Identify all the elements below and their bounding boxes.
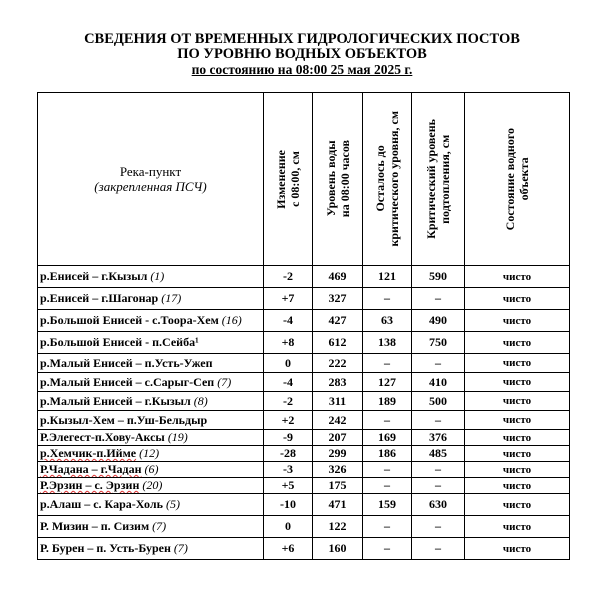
cell-state: чисто <box>465 516 570 538</box>
cell-critical: – <box>412 411 465 430</box>
cell-level: 326 <box>313 462 363 478</box>
report-date: по состоянию на 08:00 25 мая 2025 г. <box>191 62 413 77</box>
table-row <box>38 392 570 411</box>
cell-remaining: 186 <box>363 446 412 462</box>
river-point-name: р.Хемчик-п.Ийме <box>40 446 137 460</box>
post-number: (7) <box>217 374 232 389</box>
river-point-name: р.Малый Енисей – п.Усть-Ужеп <box>40 355 213 370</box>
table-row <box>38 430 570 446</box>
cell-change: -9 <box>264 430 313 446</box>
cell-change: +5 <box>264 478 313 494</box>
cell-remaining: – <box>363 516 412 538</box>
table-row <box>38 516 570 538</box>
cell-state: чисто <box>465 288 570 310</box>
cell-remaining: 169 <box>363 430 412 446</box>
river-point-name: Р.Элегест-п.Хову-Аксы <box>40 430 165 444</box>
cell-change: -3 <box>264 462 313 478</box>
cell-critical: – <box>412 516 465 538</box>
cell-state: чисто <box>465 462 570 478</box>
cell-remaining: 138 <box>363 332 412 354</box>
cell-level: 175 <box>313 478 363 494</box>
cell-state: чисто <box>465 373 570 392</box>
cell-critical: 376 <box>412 430 465 446</box>
cell-change: -28 <box>264 446 313 462</box>
cell-remaining: – <box>363 538 412 560</box>
cell-remaining: – <box>363 462 412 478</box>
cell-change: -4 <box>264 373 313 392</box>
header-river-point-label: Река-пункт <box>119 164 182 179</box>
cell-state: чисто <box>465 494 570 516</box>
cell-remaining: – <box>363 354 412 373</box>
cell-remaining: – <box>363 478 412 494</box>
cell-level: 160 <box>313 538 363 560</box>
cell-state: чисто <box>465 430 570 446</box>
cell-river-point <box>38 288 264 310</box>
cell-level: 283 <box>313 373 363 392</box>
cell-critical: – <box>412 478 465 494</box>
cell-remaining: – <box>363 288 412 310</box>
table-row <box>38 373 570 392</box>
post-number: (1) <box>150 269 165 283</box>
header-river-point-sub: (закрепленная ПСЧ) <box>94 179 207 194</box>
cell-state: чисто <box>465 411 570 430</box>
river-point-name: р.Малый Енисей – г.Кызыл <box>40 393 191 408</box>
cell-river-point <box>38 411 264 430</box>
header-level-label: Уровень воды на 08:00 часов <box>323 140 352 218</box>
cell-river-point <box>38 516 264 538</box>
cell-state: чисто <box>465 538 570 560</box>
cell-change: +2 <box>264 411 313 430</box>
post-number: (20) <box>142 478 163 492</box>
cell-level: 469 <box>313 266 363 288</box>
post-number: (7) <box>173 541 188 555</box>
cell-remaining: 189 <box>363 392 412 411</box>
post-number: (12) <box>139 446 160 460</box>
cell-level: 327 <box>313 288 363 310</box>
header-change <box>264 93 313 266</box>
table-row <box>38 478 570 494</box>
cell-remaining: 159 <box>363 494 412 516</box>
cell-level: 242 <box>313 411 363 430</box>
header-level <box>313 93 363 266</box>
cell-state: чисто <box>465 446 570 462</box>
table-row <box>38 310 570 332</box>
table-row <box>38 411 570 430</box>
cell-river-point <box>38 310 264 332</box>
cell-river-point <box>38 462 264 478</box>
river-point-name: Р. Мизин – п. Сизим <box>40 519 150 533</box>
cell-change: +6 <box>264 538 313 560</box>
cell-critical: – <box>412 462 465 478</box>
cell-level: 612 <box>313 332 363 354</box>
cell-critical: – <box>412 354 465 373</box>
post-number: (19) <box>167 430 188 444</box>
post-number: (17) <box>161 291 182 305</box>
cell-river-point <box>38 478 264 494</box>
cell-change: 0 <box>264 516 313 538</box>
cell-critical: 500 <box>412 392 465 411</box>
cell-critical: 485 <box>412 446 465 462</box>
cell-level: 122 <box>313 516 363 538</box>
post-number: (16) <box>221 313 242 327</box>
river-point-name: р.Малый Енисей – с.Сарыг-Сеп <box>40 374 215 389</box>
post-number: (6) <box>144 462 159 476</box>
cell-remaining: 121 <box>363 266 412 288</box>
cell-river-point <box>38 354 264 373</box>
cell-critical: 630 <box>412 494 465 516</box>
river-point-name: р.Енисей – г.Кызыл <box>40 269 148 283</box>
cell-level: 471 <box>313 494 363 516</box>
river-point-name: Р.Чадана – г.Чадан <box>40 462 142 476</box>
cell-river-point <box>38 446 264 462</box>
table-row <box>38 538 570 560</box>
cell-level: 207 <box>313 430 363 446</box>
cell-river-point <box>38 430 264 446</box>
cell-change: -2 <box>264 266 313 288</box>
header-state <box>465 93 570 266</box>
cell-river-point <box>38 332 264 354</box>
cell-remaining: – <box>363 411 412 430</box>
table-row <box>38 494 570 516</box>
cell-level: 311 <box>313 392 363 411</box>
cell-remaining: 127 <box>363 373 412 392</box>
cell-level: 427 <box>313 310 363 332</box>
header-river-point <box>38 93 264 266</box>
cell-state: чисто <box>465 332 570 354</box>
header-change-label: Изменение с 08:00, см <box>274 149 302 209</box>
cell-critical: 410 <box>412 373 465 392</box>
cell-critical: 750 <box>412 332 465 354</box>
cell-state: чисто <box>465 478 570 494</box>
cell-critical: 490 <box>412 310 465 332</box>
river-point-name: р.Кызыл-Хем – п.Уш-Бельдыр <box>40 412 208 427</box>
post-number: (5) <box>165 497 180 511</box>
cell-state: чисто <box>465 392 570 411</box>
cell-change: +7 <box>264 288 313 310</box>
table-row <box>38 446 570 462</box>
cell-change: -10 <box>264 494 313 516</box>
document-title: СВЕДЕНИЯ ОТ ВРЕМЕННЫХ ГИДРОЛОГИЧЕСКИХ ПОСТОВ <box>84 31 520 47</box>
cell-critical: – <box>412 288 465 310</box>
table-row <box>38 266 570 288</box>
cell-change: 0 <box>264 354 313 373</box>
header-remaining-label: Осталось до критического уровня, см <box>373 111 401 247</box>
post-number: (7) <box>152 519 167 533</box>
cell-level: 299 <box>313 446 363 462</box>
post-number: (8) <box>193 393 208 408</box>
cell-state: чисто <box>465 310 570 332</box>
river-point-name: р.Енисей – г.Шагонар <box>40 291 159 305</box>
cell-state: чисто <box>465 266 570 288</box>
cell-level: 222 <box>313 354 363 373</box>
document-subtitle: ПО УРОВНЮ ВОДНЫХ ОБЪЕКТОВ <box>177 46 427 62</box>
cell-river-point <box>38 373 264 392</box>
cell-remaining: 63 <box>363 310 412 332</box>
table-row <box>38 462 570 478</box>
cell-critical: – <box>412 538 465 560</box>
cell-change: -4 <box>264 310 313 332</box>
header-state-label: Состояние водного объекта <box>503 127 531 231</box>
cell-change: -2 <box>264 392 313 411</box>
cell-river-point <box>38 494 264 516</box>
table-row <box>38 354 570 373</box>
gauges-table <box>37 92 570 560</box>
table-row <box>38 332 570 354</box>
header-critical <box>412 93 465 266</box>
table-header-row <box>38 93 570 266</box>
cell-river-point <box>38 266 264 288</box>
river-point-name: р.Большой Енисей - п.Сейба¹ <box>40 335 199 349</box>
header-remaining <box>363 93 412 266</box>
cell-river-point <box>38 538 264 560</box>
river-point-name: р.Большой Енисей - с.Тоора-Хем <box>40 313 219 327</box>
cell-river-point <box>38 392 264 411</box>
table-row <box>38 288 570 310</box>
river-point-name: Р.Эрзин – с. Эрзин <box>40 478 140 492</box>
cell-change: +8 <box>264 332 313 354</box>
river-point-name: р.Алаш – с. Кара-Холь <box>40 497 163 511</box>
header-critical-label: Критический уровень подтопления, см <box>424 119 452 239</box>
cell-critical: 590 <box>412 266 465 288</box>
cell-state: чисто <box>465 354 570 373</box>
river-point-name: Р. Бурен – п. Усть-Бурен <box>40 541 171 555</box>
